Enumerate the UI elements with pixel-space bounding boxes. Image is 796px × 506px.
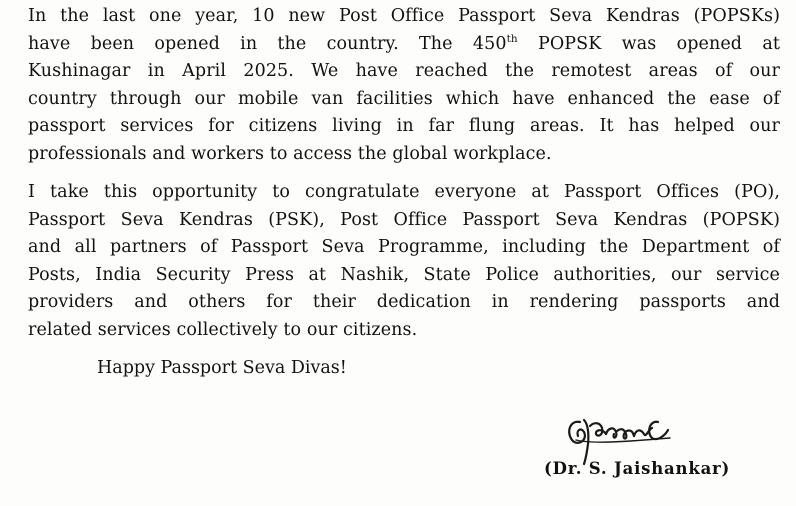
text-line: Posts, India Security Press at Nashik, State Police authorities, our service xyxy=(28,264,780,285)
ordinal-superscript: th xyxy=(506,32,518,45)
text-line: and all partners of Passport Seva Programme, including the Department of xyxy=(28,237,780,257)
text-line: passport services for citizens living in far flung areas. It has helped our xyxy=(28,116,780,136)
text-line: professionals and workers to access the global workplace. xyxy=(28,143,552,164)
text-line: I take this opportunity to congratulate everyone at Passport Offices (PO), xyxy=(28,182,780,202)
text-line: related services collectively to our citizens. xyxy=(28,319,418,340)
paragraph-congratulations xyxy=(28,179,780,344)
text-line: providers and others for their dedication in rendering passports and xyxy=(28,292,780,312)
text-segment: have been opened in the country. The 450 xyxy=(28,33,507,54)
text-line: country through our mobile van facilities which have enhanced the ease of xyxy=(28,88,780,109)
paragraph-popsk-update xyxy=(28,3,780,168)
text-line: Kushinagar in April 2025. We have reached the remotest areas of our xyxy=(28,61,780,81)
greeting: Happy Passport Seva Divas! xyxy=(97,358,347,378)
text-line xyxy=(28,31,780,59)
signatory-name: (Dr. S. Jaishankar) xyxy=(544,459,731,478)
text-segment: POPSK was opened at xyxy=(517,33,780,54)
text-line: Passport Seva Kendras (PSK), Post Office Passport Seva Kendras (POPSK) xyxy=(28,209,780,230)
text-line: In the last one year, 10 new Post Office Passport Seva Kendras (POPSKs) xyxy=(28,6,780,26)
